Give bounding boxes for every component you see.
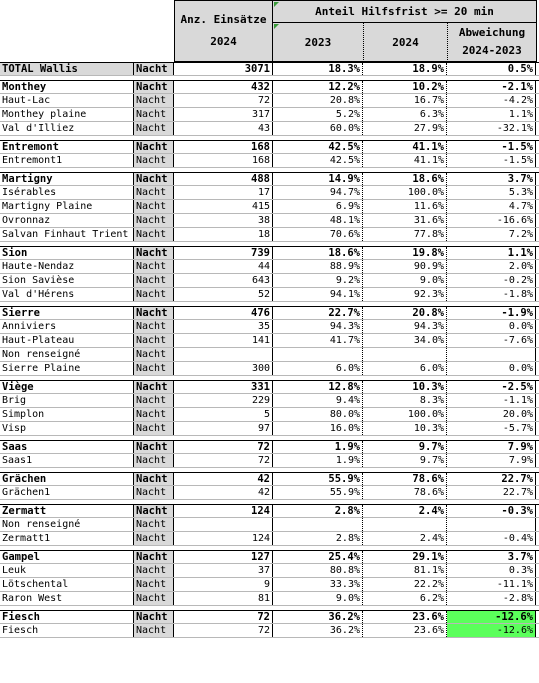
row-name: Isérables bbox=[0, 186, 134, 199]
row-share-2023: 18.6% bbox=[273, 247, 363, 259]
row-shift: Nacht bbox=[134, 564, 174, 577]
row-name: Grächen1 bbox=[0, 486, 134, 499]
table-row bbox=[0, 624, 539, 638]
row-share-2023: 12.2% bbox=[273, 81, 363, 93]
row-count: 72 bbox=[174, 611, 273, 623]
table-row bbox=[0, 486, 539, 500]
row-shift: Nacht bbox=[134, 334, 174, 347]
row-shift: Nacht bbox=[134, 624, 174, 637]
region-row bbox=[0, 246, 539, 260]
row-shift: Nacht bbox=[134, 518, 174, 531]
row-name: Simplon bbox=[0, 408, 134, 421]
row-shift: Nacht bbox=[134, 505, 174, 517]
table-row bbox=[0, 214, 539, 228]
row-deviation: 3.7% bbox=[447, 551, 536, 563]
row-share-2024: 94.3% bbox=[363, 320, 447, 333]
row-count: 229 bbox=[174, 394, 273, 407]
row-share-2024: 6.3% bbox=[363, 108, 447, 121]
table-row bbox=[0, 228, 539, 242]
row-share-2024: 22.2% bbox=[363, 578, 447, 591]
table-row bbox=[0, 320, 539, 334]
row-share-2023: 55.9% bbox=[273, 473, 363, 485]
row-share-2023: 1.9% bbox=[273, 441, 363, 453]
row-count: 488 bbox=[174, 173, 273, 185]
row-deviation: 0.5% bbox=[447, 63, 536, 75]
row-shift: Nacht bbox=[134, 592, 174, 605]
row-name: Sion Savièse bbox=[0, 274, 134, 287]
row-deviation: 0.0% bbox=[447, 362, 536, 375]
row-share-2023: 9.2% bbox=[273, 274, 363, 287]
table-row bbox=[0, 532, 539, 546]
row-shift: Nacht bbox=[134, 486, 174, 499]
row-name: Raron West bbox=[0, 592, 134, 605]
row-deviation: 3.7% bbox=[447, 173, 536, 185]
row-share-2023: 6.9% bbox=[273, 200, 363, 213]
row-name: Lötschental bbox=[0, 578, 134, 591]
row-count: 38 bbox=[174, 214, 273, 227]
row-shift: Nacht bbox=[134, 611, 174, 623]
row-count: 18 bbox=[174, 228, 273, 241]
row-share-2024: 2.4% bbox=[363, 532, 447, 545]
row-share-2024: 78.6% bbox=[363, 486, 447, 499]
row-name: Saas bbox=[0, 441, 134, 453]
row-count: 331 bbox=[174, 381, 273, 393]
deviation-header bbox=[447, 22, 537, 62]
table-row bbox=[0, 518, 539, 532]
row-name: Non renseigné bbox=[0, 348, 134, 361]
table-row bbox=[0, 94, 539, 108]
row-share-2023: 22.7% bbox=[273, 307, 363, 319]
comment-marker bbox=[274, 24, 279, 29]
row-count: 127 bbox=[174, 551, 273, 563]
row-count: 35 bbox=[174, 320, 273, 333]
table-row bbox=[0, 394, 539, 408]
row-share-2024: 9.7% bbox=[363, 441, 447, 453]
row-name: Brig bbox=[0, 394, 134, 407]
row-count: 81 bbox=[174, 592, 273, 605]
row-count: 72 bbox=[174, 454, 273, 467]
table-row bbox=[0, 362, 539, 376]
row-share-2024: 100.0% bbox=[363, 186, 447, 199]
row-share-2023 bbox=[273, 518, 363, 531]
table-row bbox=[0, 408, 539, 422]
row-shift: Nacht bbox=[134, 186, 174, 199]
row-name: Non renseigné bbox=[0, 518, 134, 531]
row-count: 9 bbox=[174, 578, 273, 591]
row-count: 432 bbox=[174, 81, 273, 93]
row-share-2023: 2.8% bbox=[273, 505, 363, 517]
row-name: Fiesch bbox=[0, 624, 134, 637]
row-shift: Nacht bbox=[134, 108, 174, 121]
comment-marker bbox=[274, 2, 279, 7]
region-row bbox=[0, 140, 539, 154]
region-row bbox=[0, 80, 539, 94]
row-deviation: -12.6% bbox=[447, 611, 536, 623]
row-count: 643 bbox=[174, 274, 273, 287]
row-shift: Nacht bbox=[134, 173, 174, 185]
row-name: Entremont1 bbox=[0, 154, 134, 167]
row-count: 52 bbox=[174, 288, 273, 301]
row-deviation bbox=[447, 518, 536, 531]
row-share-2024: 31.6% bbox=[363, 214, 447, 227]
row-share-2024: 20.8% bbox=[363, 307, 447, 319]
row-share-2023: 14.9% bbox=[273, 173, 363, 185]
row-share-2023: 9.4% bbox=[273, 394, 363, 407]
row-name: Visp bbox=[0, 422, 134, 435]
row-count: 97 bbox=[174, 422, 273, 435]
table-row bbox=[0, 274, 539, 288]
table-header bbox=[0, 0, 539, 62]
row-share-2024: 27.9% bbox=[363, 122, 447, 135]
row-count bbox=[174, 348, 273, 361]
row-share-2024: 18.6% bbox=[363, 173, 447, 185]
row-deviation: 22.7% bbox=[447, 473, 536, 485]
col-2024-label: 2024 bbox=[392, 35, 419, 49]
row-name: TOTAL Wallis bbox=[0, 63, 134, 75]
region-row bbox=[0, 472, 539, 486]
row-name: Martigny bbox=[0, 173, 134, 185]
row-share-2023: 94.1% bbox=[273, 288, 363, 301]
row-deviation: -0.4% bbox=[447, 532, 536, 545]
row-deviation: 7.9% bbox=[447, 441, 536, 453]
row-share-2024: 18.9% bbox=[363, 63, 447, 75]
row-shift: Nacht bbox=[134, 307, 174, 319]
row-deviation: 5.3% bbox=[447, 186, 536, 199]
row-share-2024: 6.0% bbox=[363, 362, 447, 375]
table-row bbox=[0, 154, 539, 168]
row-share-2023: 25.4% bbox=[273, 551, 363, 563]
row-share-2023: 48.1% bbox=[273, 214, 363, 227]
row-deviation: -1.5% bbox=[447, 154, 536, 167]
row-shift: Nacht bbox=[134, 228, 174, 241]
row-share-2023: 5.2% bbox=[273, 108, 363, 121]
group-header bbox=[272, 0, 537, 23]
count-header-year: 2024 bbox=[210, 35, 237, 48]
row-deviation: -0.3% bbox=[447, 505, 536, 517]
row-share-2024: 78.6% bbox=[363, 473, 447, 485]
row-name: Monthey bbox=[0, 81, 134, 93]
row-share-2024 bbox=[363, 348, 447, 361]
row-count: 300 bbox=[174, 362, 273, 375]
row-count: 72 bbox=[174, 94, 273, 107]
row-deviation: 0.3% bbox=[447, 564, 536, 577]
row-shift: Nacht bbox=[134, 394, 174, 407]
row-share-2024: 8.3% bbox=[363, 394, 447, 407]
row-name: Sierre bbox=[0, 307, 134, 319]
row-shift: Nacht bbox=[134, 200, 174, 213]
row-deviation: -4.2% bbox=[447, 94, 536, 107]
row-deviation: 4.7% bbox=[447, 200, 536, 213]
row-share-2024: 100.0% bbox=[363, 408, 447, 421]
row-share-2023: 16.0% bbox=[273, 422, 363, 435]
row-share-2023: 33.3% bbox=[273, 578, 363, 591]
row-count bbox=[174, 518, 273, 531]
col-2023-header bbox=[272, 22, 364, 62]
row-share-2023: 42.5% bbox=[273, 141, 363, 153]
row-deviation: -7.6% bbox=[447, 334, 536, 347]
row-deviation: 22.7% bbox=[447, 486, 536, 499]
row-count: 124 bbox=[174, 505, 273, 517]
count-header-label: Anz. Einsätze bbox=[180, 13, 267, 26]
row-share-2023: 60.0% bbox=[273, 122, 363, 135]
row-deviation: 7.2% bbox=[447, 228, 536, 241]
row-name: Saas1 bbox=[0, 454, 134, 467]
region-row bbox=[0, 306, 539, 320]
row-count: 17 bbox=[174, 186, 273, 199]
row-name: Viège bbox=[0, 381, 134, 393]
row-shift: Nacht bbox=[134, 551, 174, 563]
row-shift: Nacht bbox=[134, 532, 174, 545]
row-count: 168 bbox=[174, 154, 273, 167]
region-row bbox=[0, 504, 539, 518]
row-share-2024: 19.8% bbox=[363, 247, 447, 259]
row-share-2023: 36.2% bbox=[273, 624, 363, 637]
row-name: Gampel bbox=[0, 551, 134, 563]
row-name: Val d'Hérens bbox=[0, 288, 134, 301]
row-count: 168 bbox=[174, 141, 273, 153]
row-share-2024: 90.9% bbox=[363, 260, 447, 273]
row-share-2024: 23.6% bbox=[363, 611, 447, 623]
row-name: Haut-Lac bbox=[0, 94, 134, 107]
row-shift: Nacht bbox=[134, 422, 174, 435]
row-count: 739 bbox=[174, 247, 273, 259]
row-count: 3071 bbox=[174, 63, 273, 75]
row-name: Ovronnaz bbox=[0, 214, 134, 227]
row-shift: Nacht bbox=[134, 81, 174, 93]
row-name: Anniviers bbox=[0, 320, 134, 333]
row-count: 42 bbox=[174, 486, 273, 499]
region-row bbox=[0, 62, 539, 76]
row-deviation: 1.1% bbox=[447, 108, 536, 121]
row-share-2023: 20.8% bbox=[273, 94, 363, 107]
row-share-2023: 80.0% bbox=[273, 408, 363, 421]
col-2024-header bbox=[363, 22, 448, 62]
row-shift: Nacht bbox=[134, 122, 174, 135]
row-name: Zermatt1 bbox=[0, 532, 134, 545]
row-count: 43 bbox=[174, 122, 273, 135]
row-share-2023: 94.7% bbox=[273, 186, 363, 199]
row-share-2023: 94.3% bbox=[273, 320, 363, 333]
row-name: Sierre Plaine bbox=[0, 362, 134, 375]
row-share-2023: 80.8% bbox=[273, 564, 363, 577]
table-body bbox=[0, 62, 539, 638]
region-row bbox=[0, 440, 539, 454]
row-share-2024: 10.3% bbox=[363, 422, 447, 435]
table-row bbox=[0, 422, 539, 436]
row-shift: Nacht bbox=[134, 362, 174, 375]
row-deviation: -0.2% bbox=[447, 274, 536, 287]
row-count: 141 bbox=[174, 334, 273, 347]
row-share-2024: 16.7% bbox=[363, 94, 447, 107]
row-deviation: -1.8% bbox=[447, 288, 536, 301]
region-row bbox=[0, 610, 539, 624]
row-share-2023: 18.3% bbox=[273, 63, 363, 75]
row-deviation: -1.5% bbox=[447, 141, 536, 153]
row-shift: Nacht bbox=[134, 94, 174, 107]
row-shift: Nacht bbox=[134, 274, 174, 287]
row-deviation: 20.0% bbox=[447, 408, 536, 421]
row-deviation: -2.5% bbox=[447, 381, 536, 393]
table-row bbox=[0, 454, 539, 468]
row-share-2023 bbox=[273, 348, 363, 361]
group-header-label: Anteil Hilfsfrist >= 20 min bbox=[315, 5, 494, 18]
row-deviation: -2.1% bbox=[447, 81, 536, 93]
row-deviation: -2.8% bbox=[447, 592, 536, 605]
row-shift: Nacht bbox=[134, 214, 174, 227]
table-row bbox=[0, 592, 539, 606]
table-row bbox=[0, 122, 539, 136]
row-share-2023: 9.0% bbox=[273, 592, 363, 605]
row-name: Val d'Illiez bbox=[0, 122, 134, 135]
deviation-years: 2024-2023 bbox=[462, 44, 522, 57]
row-shift: Nacht bbox=[134, 454, 174, 467]
row-name: Haute-Nendaz bbox=[0, 260, 134, 273]
row-deviation: 0.0% bbox=[447, 320, 536, 333]
row-shift: Nacht bbox=[134, 473, 174, 485]
row-share-2023: 41.7% bbox=[273, 334, 363, 347]
row-share-2024: 2.4% bbox=[363, 505, 447, 517]
table-row bbox=[0, 108, 539, 122]
table-row bbox=[0, 334, 539, 348]
row-deviation: -1.9% bbox=[447, 307, 536, 319]
table-row bbox=[0, 260, 539, 274]
row-shift: Nacht bbox=[134, 260, 174, 273]
row-share-2024: 34.0% bbox=[363, 334, 447, 347]
row-count: 44 bbox=[174, 260, 273, 273]
row-share-2023: 88.9% bbox=[273, 260, 363, 273]
row-share-2023: 1.9% bbox=[273, 454, 363, 467]
row-shift: Nacht bbox=[134, 320, 174, 333]
row-share-2024: 9.0% bbox=[363, 274, 447, 287]
row-shift: Nacht bbox=[134, 408, 174, 421]
table-row bbox=[0, 288, 539, 302]
row-share-2023: 55.9% bbox=[273, 486, 363, 499]
row-share-2024: 41.1% bbox=[363, 154, 447, 167]
row-deviation: -32.1% bbox=[447, 122, 536, 135]
deviation-label: Abweichung bbox=[458, 26, 526, 39]
row-share-2024: 9.7% bbox=[363, 454, 447, 467]
row-shift: Nacht bbox=[134, 141, 174, 153]
row-deviation bbox=[447, 348, 536, 361]
row-share-2024: 92.3% bbox=[363, 288, 447, 301]
table-row bbox=[0, 578, 539, 592]
row-shift: Nacht bbox=[134, 381, 174, 393]
row-share-2024 bbox=[363, 518, 447, 531]
row-share-2023: 12.8% bbox=[273, 381, 363, 393]
row-share-2024: 77.8% bbox=[363, 228, 447, 241]
row-count: 72 bbox=[174, 624, 273, 637]
row-name: Leuk bbox=[0, 564, 134, 577]
row-share-2023: 42.5% bbox=[273, 154, 363, 167]
row-count: 5 bbox=[174, 408, 273, 421]
row-name: Sion bbox=[0, 247, 134, 259]
row-share-2024: 29.1% bbox=[363, 551, 447, 563]
row-count: 124 bbox=[174, 532, 273, 545]
row-share-2024: 10.3% bbox=[363, 381, 447, 393]
row-count: 476 bbox=[174, 307, 273, 319]
row-shift: Nacht bbox=[134, 154, 174, 167]
row-share-2024: 10.2% bbox=[363, 81, 447, 93]
row-deviation: 7.9% bbox=[447, 454, 536, 467]
row-count: 415 bbox=[174, 200, 273, 213]
row-name: Grächen bbox=[0, 473, 134, 485]
row-share-2023: 70.6% bbox=[273, 228, 363, 241]
row-count: 37 bbox=[174, 564, 273, 577]
row-count: 72 bbox=[174, 441, 273, 453]
row-deviation: 1.1% bbox=[447, 247, 536, 259]
row-name: Salvan Finhaut Trient bbox=[0, 228, 134, 241]
row-shift: Nacht bbox=[134, 441, 174, 453]
row-share-2024: 23.6% bbox=[363, 624, 447, 637]
row-share-2023: 36.2% bbox=[273, 611, 363, 623]
row-count: 317 bbox=[174, 108, 273, 121]
region-row bbox=[0, 380, 539, 394]
row-shift: Nacht bbox=[134, 348, 174, 361]
row-share-2024: 11.6% bbox=[363, 200, 447, 213]
row-name: Martigny Plaine bbox=[0, 200, 134, 213]
row-deviation: -12.6% bbox=[447, 624, 536, 637]
col-2023-label: 2023 bbox=[304, 35, 332, 49]
row-shift: Nacht bbox=[134, 578, 174, 591]
row-name: Fiesch bbox=[0, 611, 134, 623]
row-deviation: -16.6% bbox=[447, 214, 536, 227]
table-row bbox=[0, 564, 539, 578]
row-share-2024: 6.2% bbox=[363, 592, 447, 605]
row-name: Haut-Plateau bbox=[0, 334, 134, 347]
row-deviation: 2.0% bbox=[447, 260, 536, 273]
row-name: Monthey plaine bbox=[0, 108, 134, 121]
row-shift: Nacht bbox=[134, 288, 174, 301]
row-deviation: -5.7% bbox=[447, 422, 536, 435]
row-share-2023: 2.8% bbox=[273, 532, 363, 545]
row-shift: Nacht bbox=[134, 63, 174, 75]
table-row bbox=[0, 186, 539, 200]
row-name: Entremont bbox=[0, 141, 134, 153]
row-count: 42 bbox=[174, 473, 273, 485]
row-deviation: -1.1% bbox=[447, 394, 536, 407]
table-row bbox=[0, 348, 539, 362]
row-share-2024: 41.1% bbox=[363, 141, 447, 153]
table-row bbox=[0, 200, 539, 214]
region-row bbox=[0, 172, 539, 186]
region-row bbox=[0, 550, 539, 564]
row-shift: Nacht bbox=[134, 247, 174, 259]
row-share-2024: 81.1% bbox=[363, 564, 447, 577]
row-share-2023: 6.0% bbox=[273, 362, 363, 375]
count-header bbox=[174, 0, 273, 62]
row-name: Zermatt bbox=[0, 505, 134, 517]
row-deviation: -11.1% bbox=[447, 578, 536, 591]
